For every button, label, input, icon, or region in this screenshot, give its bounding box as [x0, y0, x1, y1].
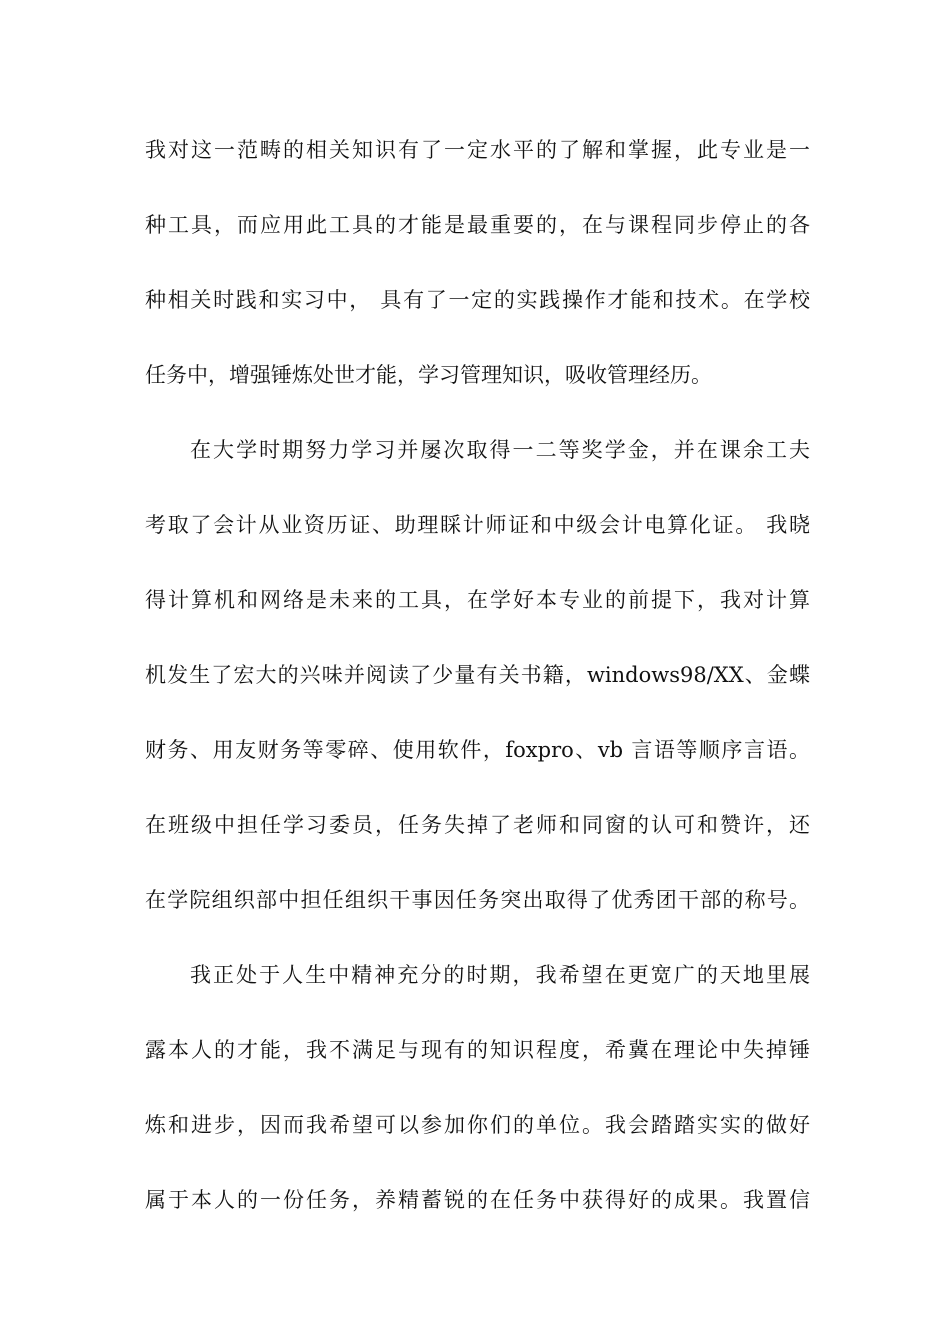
text-line: 炼和进步，因而我希望可以参加你们的单位。我会踏踏实实的做好 [145, 1113, 810, 1137]
text-line: 露本人的才能，我不满足与现有的知识程度，希冀在理论中失掉锤 [145, 1038, 810, 1062]
text-line: 种工具，而应用此工具的才能是最重要的，在与课程同步停止的各 [145, 213, 810, 237]
paragraph-first-line: 在大学时期努力学习并屡次取得一二等奖学金，并在课余工夫 [190, 438, 810, 462]
text-line: 财务、用友财务等零碎、使用软件，foxpro、vb 言语等顺序言语。 [145, 738, 810, 762]
text-line: 属于本人的一份任务，养精蓄锐的在任务中获得好的成果。我置信 [145, 1188, 810, 1212]
text-line: 在班级中担任学习委员，任务失掉了老师和同窗的认可和赞许，还 [145, 813, 810, 837]
text-line: 考取了会计从业资历证、助理睬计师证和中级会计电算化证。 我晓 [145, 513, 810, 537]
text-line: 得计算机和网络是未来的工具，在学好本专业的前提下，我对计算 [145, 588, 810, 612]
text-line: 种相关时践和实习中， 具有了一定的实践操作才能和技术。在学校 [145, 288, 810, 312]
paragraph-first-line: 我正处于人生中精神充分的时期，我希望在更宽广的天地里展 [190, 963, 810, 987]
text-line: 机发生了宏大的兴味并阅读了少量有关书籍，windows98/XX、金蝶 [145, 663, 810, 687]
text-line: 我对这一范畴的相关知识有了一定水平的了解和掌握，此专业是一 [145, 138, 810, 162]
text-line: 在学院组织部中担任组织干事因任务突出取得了优秀团干部的称号。 [145, 888, 810, 912]
text-line: 任务中，增强锤炼处世才能，学习管理知识，吸收管理经历。 [145, 363, 712, 387]
